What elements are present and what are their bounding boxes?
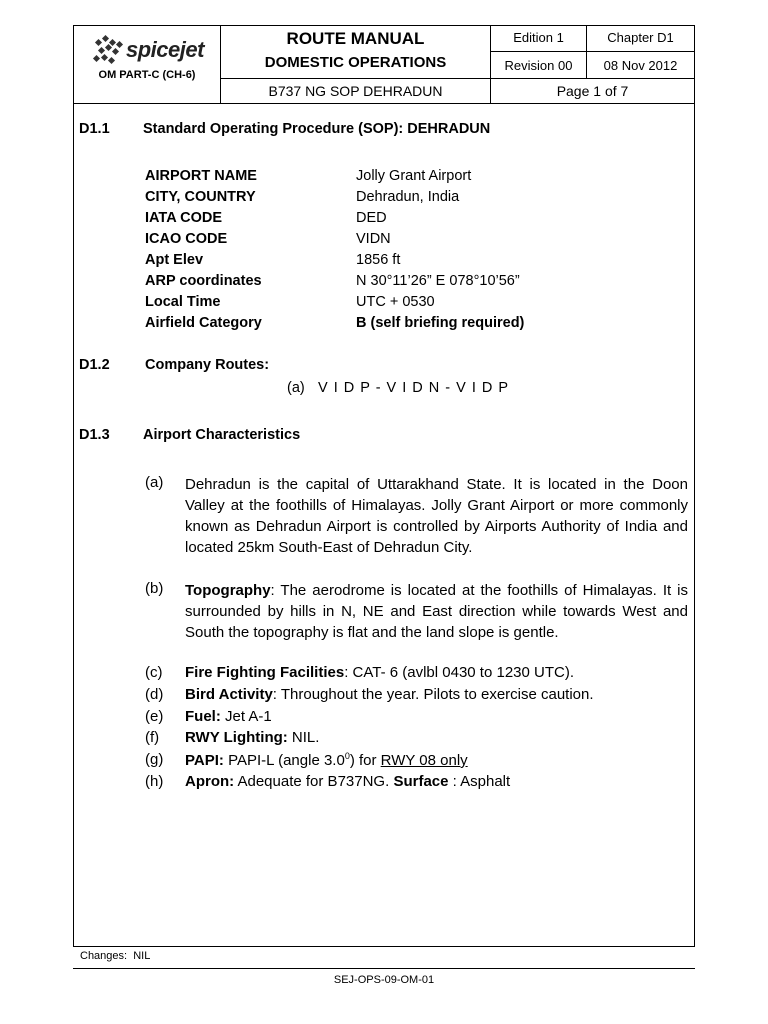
item-marker: (c) [145,664,163,681]
page-number: Page 1 of 7 [556,83,629,99]
item-marker: (h) [145,773,164,790]
apron-text: Adequate for B737NG. [234,773,394,790]
logo-cell [73,25,221,104]
changes-note: Changes: NIL [80,950,151,962]
field-value: N 30°11’26” E 078°10’56” [356,273,520,289]
item-marker: (d) [145,686,164,703]
doc-name: B737 NG SOP DEHRADUN [268,83,443,99]
item-marker: (e) [145,708,164,725]
revision-date: 08 Nov 2012 [603,58,678,73]
field-label: Apt Elev [145,252,204,268]
section-number: D1.3 [79,427,110,443]
field-label: IATA CODE [145,210,223,226]
field-label: ARP coordinates [145,273,262,289]
field-value: B (self briefing required) [356,315,525,331]
apron-item [185,773,510,790]
papi-text-2: ) for [349,752,381,769]
fire-fighting-item [185,664,574,681]
bird-activity-heading: Bird Activity [185,686,273,703]
route-marker: (a) [287,380,305,396]
paragraph-b [185,580,688,643]
item-marker: (b) [145,580,164,597]
fuel-item [185,708,272,725]
field-value: DED [356,210,387,226]
page-cell [490,78,695,104]
field-label: Airfield Category [145,315,262,331]
manual-subtitle: DOMESTIC OPERATIONS [264,54,447,71]
section-title: Standard Operating Procedure (SOP): DEHRADUN [143,121,491,137]
papi-heading: PAPI: [185,752,224,769]
om-part-label: OM PART-C (CH-6) [98,69,196,81]
papi-runway: RWY 08 only [380,752,468,769]
field-value: Dehradun, India [356,189,460,205]
rwy-lighting-item [185,729,319,746]
document-header [73,25,695,104]
item-marker: (g) [145,751,164,768]
title-cell [220,25,491,79]
revision: Revision 00 [504,58,573,73]
section-title: Airport Characteristics [143,427,301,443]
field-label: CITY, COUNTRY [145,189,256,205]
fire-fighting-text: : CAT- 6 (avlbl 0430 to 1230 UTC). [344,664,575,681]
papi-item [185,751,468,769]
bird-activity-item [185,686,594,703]
field-value: Jolly Grant Airport [356,168,472,184]
field-label: Local Time [145,294,221,310]
papi-degree: 0 [344,751,350,761]
fire-fighting-heading: Fire Fighting Facilities [185,664,345,681]
document-code: SEJ-OPS-09-OM-01 [333,974,435,986]
edition-cell [490,25,587,52]
papi-text: PAPI-L (angle 3.0 [223,752,345,769]
doc-name-cell [220,78,491,104]
logo-wordmark: spicejet [126,37,204,62]
field-label: AIRPORT NAME [145,168,257,184]
field-label: ICAO CODE [145,231,228,247]
edition: Edition 1 [513,30,564,45]
item-marker: (a) [145,474,164,491]
surface-text: : Asphalt [448,773,511,790]
section-number: D1.1 [79,121,110,137]
field-value: VIDN [356,231,391,247]
company-route: V I D P - V I D N - V I D P [318,380,510,396]
spicejet-logo [92,34,212,68]
rwy-lighting-heading: RWY Lighting: [185,729,288,746]
paragraph-a: Dehradun is the capital of Uttarakhand State. It is located in the Doon Valley at the foothills of Himalayas. Jolly Grant Airport or more commonly known as Dehradun Airport is controlled by Airports Authority of India and located 25km South-East of Dehradun City. [185,476,688,556]
chapter: Chapter D1 [607,30,674,45]
date-cell [586,51,695,79]
item-marker: (f) [145,729,160,746]
bird-activity-text: : Throughout the year. Pilots to exercise caution. [272,686,594,703]
rwy-lighting-text: NIL. [287,729,320,746]
field-value: UTC + 0530 [356,294,435,310]
fuel-text: Jet A-1 [220,708,272,725]
manual-title: ROUTE MANUAL [286,29,425,48]
topography-text: : The aerodrome is located at the foothills of Himalayas. It is surrounded by hills in N, NE and East direction while towards West and South the topography is flat and the land slope is gentle. [185,582,688,641]
surface-heading: Surface [393,773,449,790]
fuel-heading: Fuel: [185,708,221,725]
topography-heading: Topography [185,582,271,599]
chapter-cell [586,25,695,52]
footer-divider [73,968,695,969]
apron-heading: Apron: [185,773,235,790]
section-title: Company Routes: [145,357,270,373]
section-number: D1.2 [79,357,110,373]
revision-cell [490,51,587,79]
field-value: 1856 ft [356,252,401,268]
